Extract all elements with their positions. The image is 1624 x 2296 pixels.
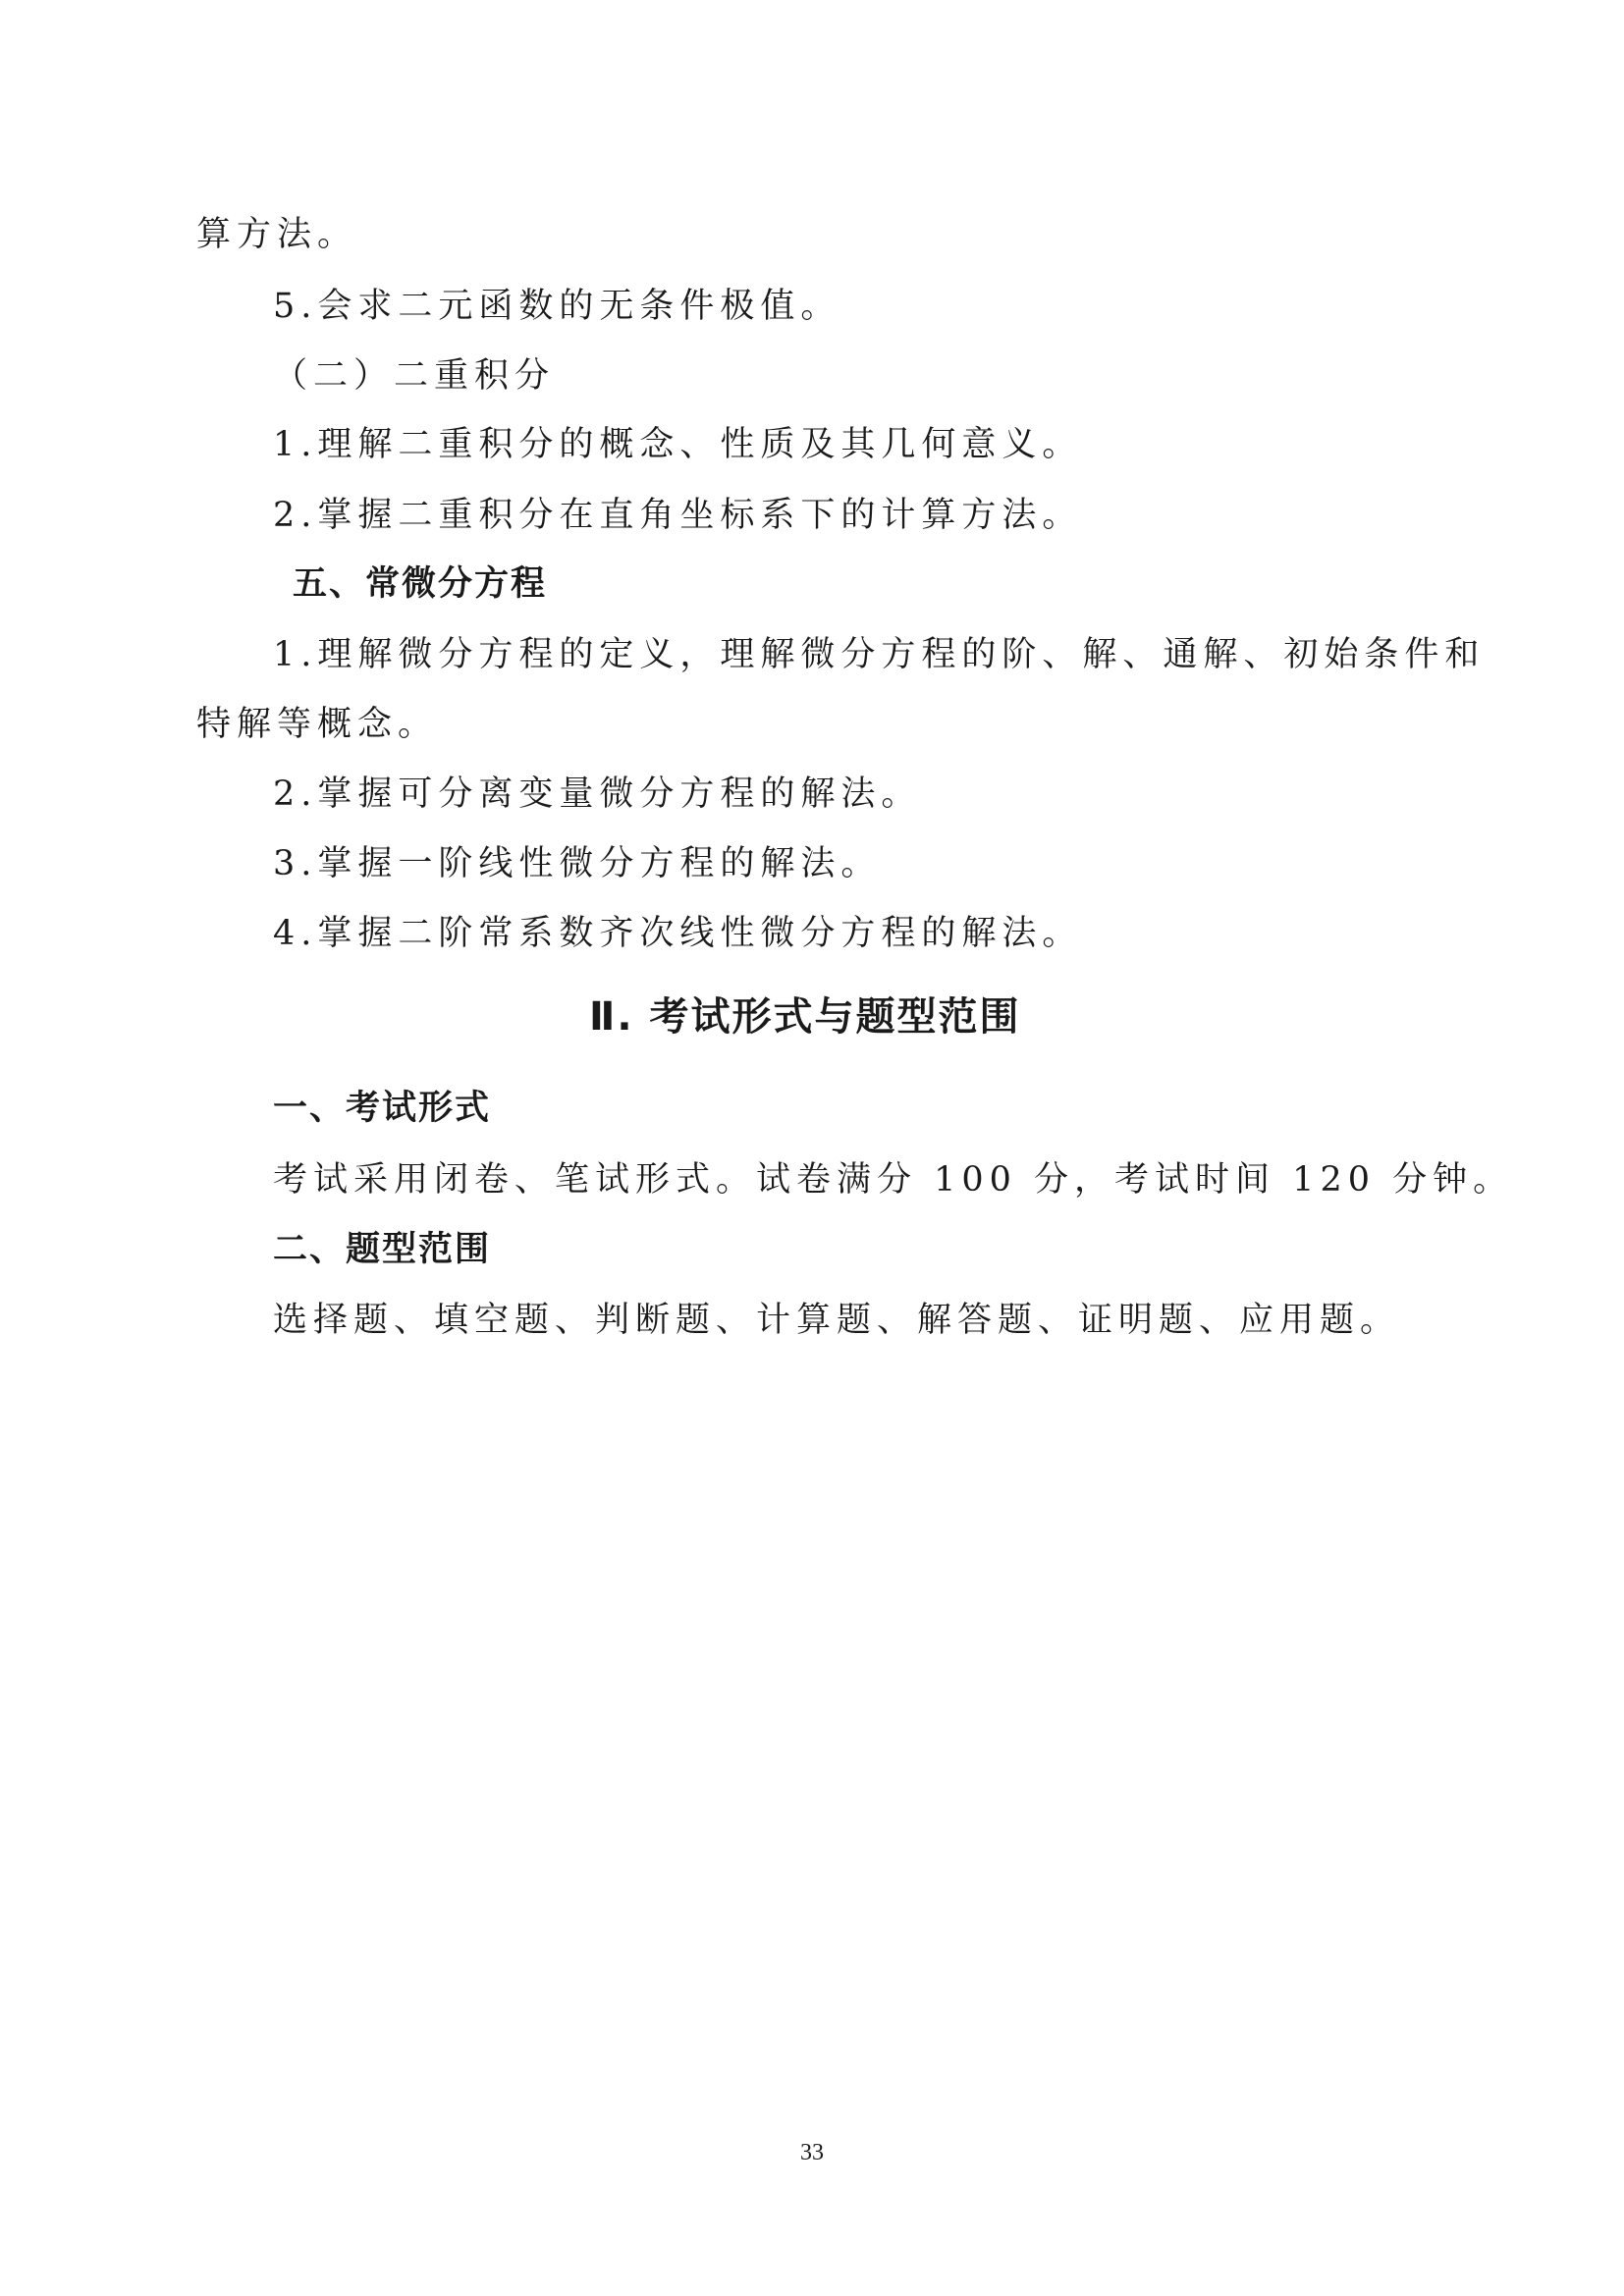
section-heading: 二、题型范围	[273, 1230, 492, 1269]
section-heading: 五、常微分方程	[293, 564, 548, 604]
text-line: 2.掌握可分离变量微分方程的解法。	[273, 774, 922, 814]
text-line: 选择题、填空题、判断题、计算题、解答题、证明题、应用题。	[273, 1301, 1401, 1340]
text-line: 2.掌握二重积分在直角坐标系下的计算方法。	[273, 496, 1083, 535]
text-line: 1.理解微分方程的定义，理解微分方程的阶、解、通解、初始条件和	[273, 635, 1486, 674]
page-number: 33	[800, 2140, 824, 2165]
subsection-heading: （二）二重积分	[273, 356, 556, 396]
text-line: 考试采用闭卷、笔试形式。试卷满分 100 分，考试时间 120 分钟。	[273, 1160, 1514, 1200]
text-line: 算方法。	[196, 215, 358, 254]
part-title: Ⅱ. 考试形式与题型范围	[589, 994, 1021, 1040]
section-heading: 一、考试形式	[273, 1089, 492, 1128]
text-line: 4.掌握二阶常系数齐次线性微分方程的解法。	[273, 914, 1083, 953]
text-line: 3.掌握一阶线性微分方程的解法。	[273, 844, 882, 883]
text-line: 1.理解二重积分的概念、性质及其几何意义。	[273, 425, 1083, 464]
text-line: 5.会求二元函数的无条件极值。	[273, 287, 841, 326]
text-line: 特解等概念。	[196, 705, 439, 744]
